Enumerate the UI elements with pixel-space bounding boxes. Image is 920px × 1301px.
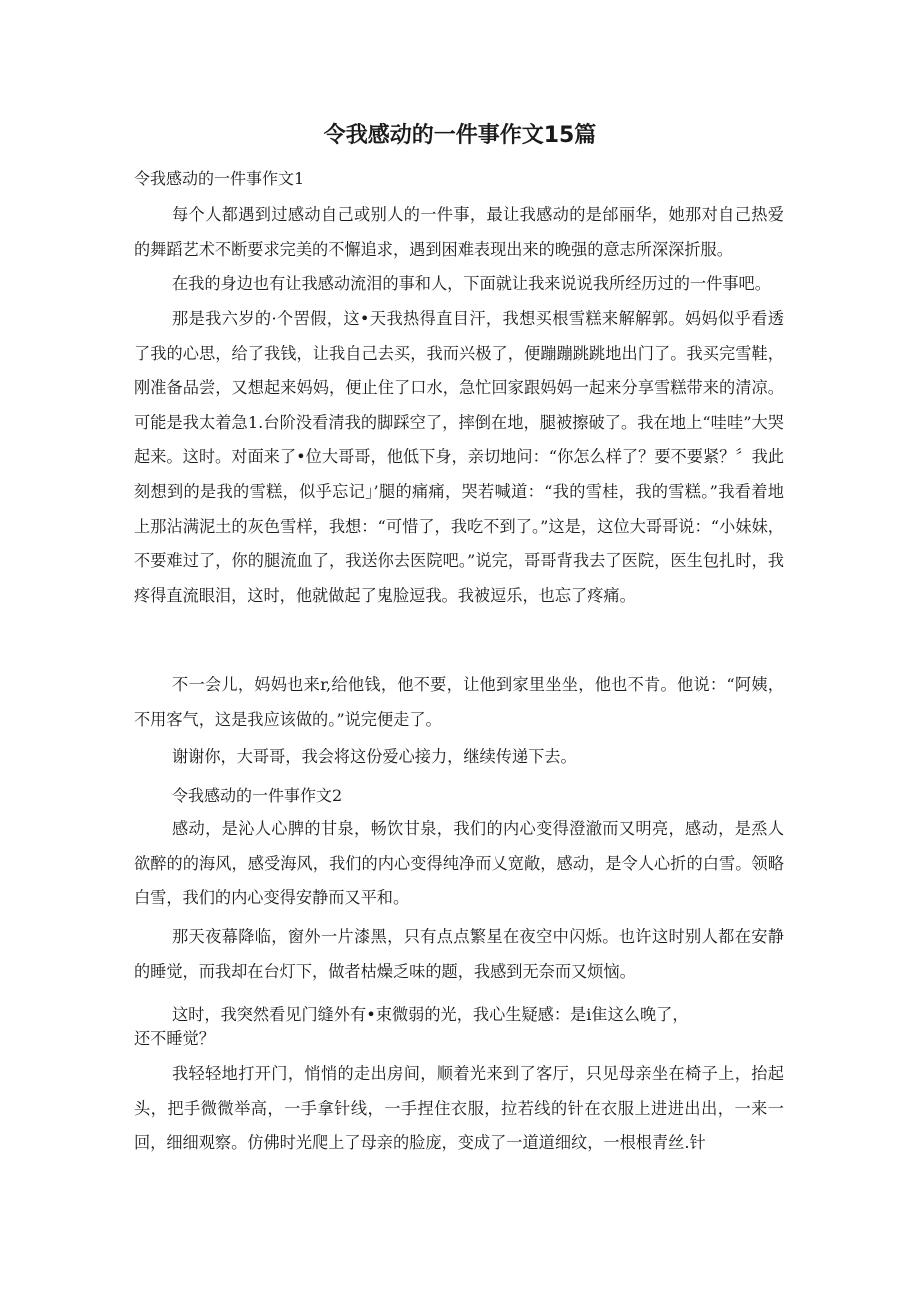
essay1-paragraph-3: 那是我六岁的·个罟假，这•天我热得直目汗，我想买根雪糕来解解郭。妈妈似乎看透了我的心思，给了我钱，让我自己去买，我而兴极了，便蹦蹦跳跳地出门了。我买完雪鞋，刚准备品尝，又想起来妈妈，便止住了口水，急忙回家跟妈妈一起来分享雪糕带来的清凉。可能是我太着急1.台阶没看清我的脚踩空了，摔倒在地，腿被擦破了。我在地上“哇哇”大哭起来。这时。对面来了•位大哥哥，他低下身，亲切地问：“你怎么样了？要不要紧？〞我此刻想到的是我的雪糕，似乎忘记」’腿的痛痛，哭若喊道：“我的雪桂，我的雪糕。”我看着地上那沾满泥土的灰色雪样，我想：“可惜了，我吃不到了。”这是，这位大哥哥说：“小妹妹，不要难过了，你的腿流血了，我送你去医院吧。”说完，哥哥背我去了医院，医生包扎时，我疼得直流眼泪，这时，他就做起了鬼脸逗我。我被逗乐，也忘了疼痛。 xyxy=(134,309,784,605)
essay1-paragraph-5: 谢谢你，大哥哥，我会将这份爱心接力，继续传递下去。 xyxy=(172,747,577,766)
document-title: 令我感动的一件事作文15篇 xyxy=(323,123,597,148)
essay2-paragraph-1: 感动，是沁人心脾的甘泉，畅饮甘泉，我们的内心变得澄澈而又明亮，感动，是烝人欲醉的的海风，感受海风，我们的内心变得纯净而乂宽敞，感动，是令人心折的白雪。领略白雪，我们的内心变得安静而又平和。 xyxy=(134,819,784,908)
essay1-paragraph-2: 在我的身边也有让我感动流泪的事和人，下面就让我来说说我所经历过的一件事吧。 xyxy=(172,274,771,293)
essay2-paragraph-3-continued: 还不睡觉？ xyxy=(134,1029,215,1048)
essay2-paragraph-3: 这时，我突然看见门缝外有•束微弱的光，我心生疑感：是i隹这么晚了， xyxy=(172,1005,689,1024)
essay1-paragraph-1: 每个人都遇到过感动自己或别人的一件事，最让我感动的是邰丽华，她那对自己热爱的舞蹈艺术不断要求完美的不懈追求，遇到困难表现出来的晚强的意志所深深折服。 xyxy=(134,205,784,259)
essay2-paragraph-2: 那天夜幕降临，窗外一片漆黑，只有点点繁星在夜空中闪烁。也许这时别人都在安静的睡觉，而我却在台灯下，做者枯燥乏味的题，我感到无奈而又烦恼。 xyxy=(134,927,784,981)
essay1-heading: 令我感动的一件事作文1 xyxy=(134,169,305,188)
essay2-heading: 令我感动的一件事作文2 xyxy=(172,786,343,805)
essay2-paragraph-4: 我轻轻地打开门，悄悄的走出房间，顺着光来到了客厅，只见母亲坐在椅子上，抬起头，把手微微举高，一手拿针线，一手捏住衣服，拉若线的针在衣服上进进出出，一来一回，细细观察。仿佛时光爬上了母亲的脸庞，变成了一道道细纹，一根根青丝.针 xyxy=(134,1064,784,1153)
essay1-paragraph-4: 不一会儿，妈妈也来r,给他钱，他不要，让他到家里坐坐，他也不肯。他说：“阿姨，不用客气，这是我应该做的。”说完便走了。 xyxy=(134,675,784,729)
